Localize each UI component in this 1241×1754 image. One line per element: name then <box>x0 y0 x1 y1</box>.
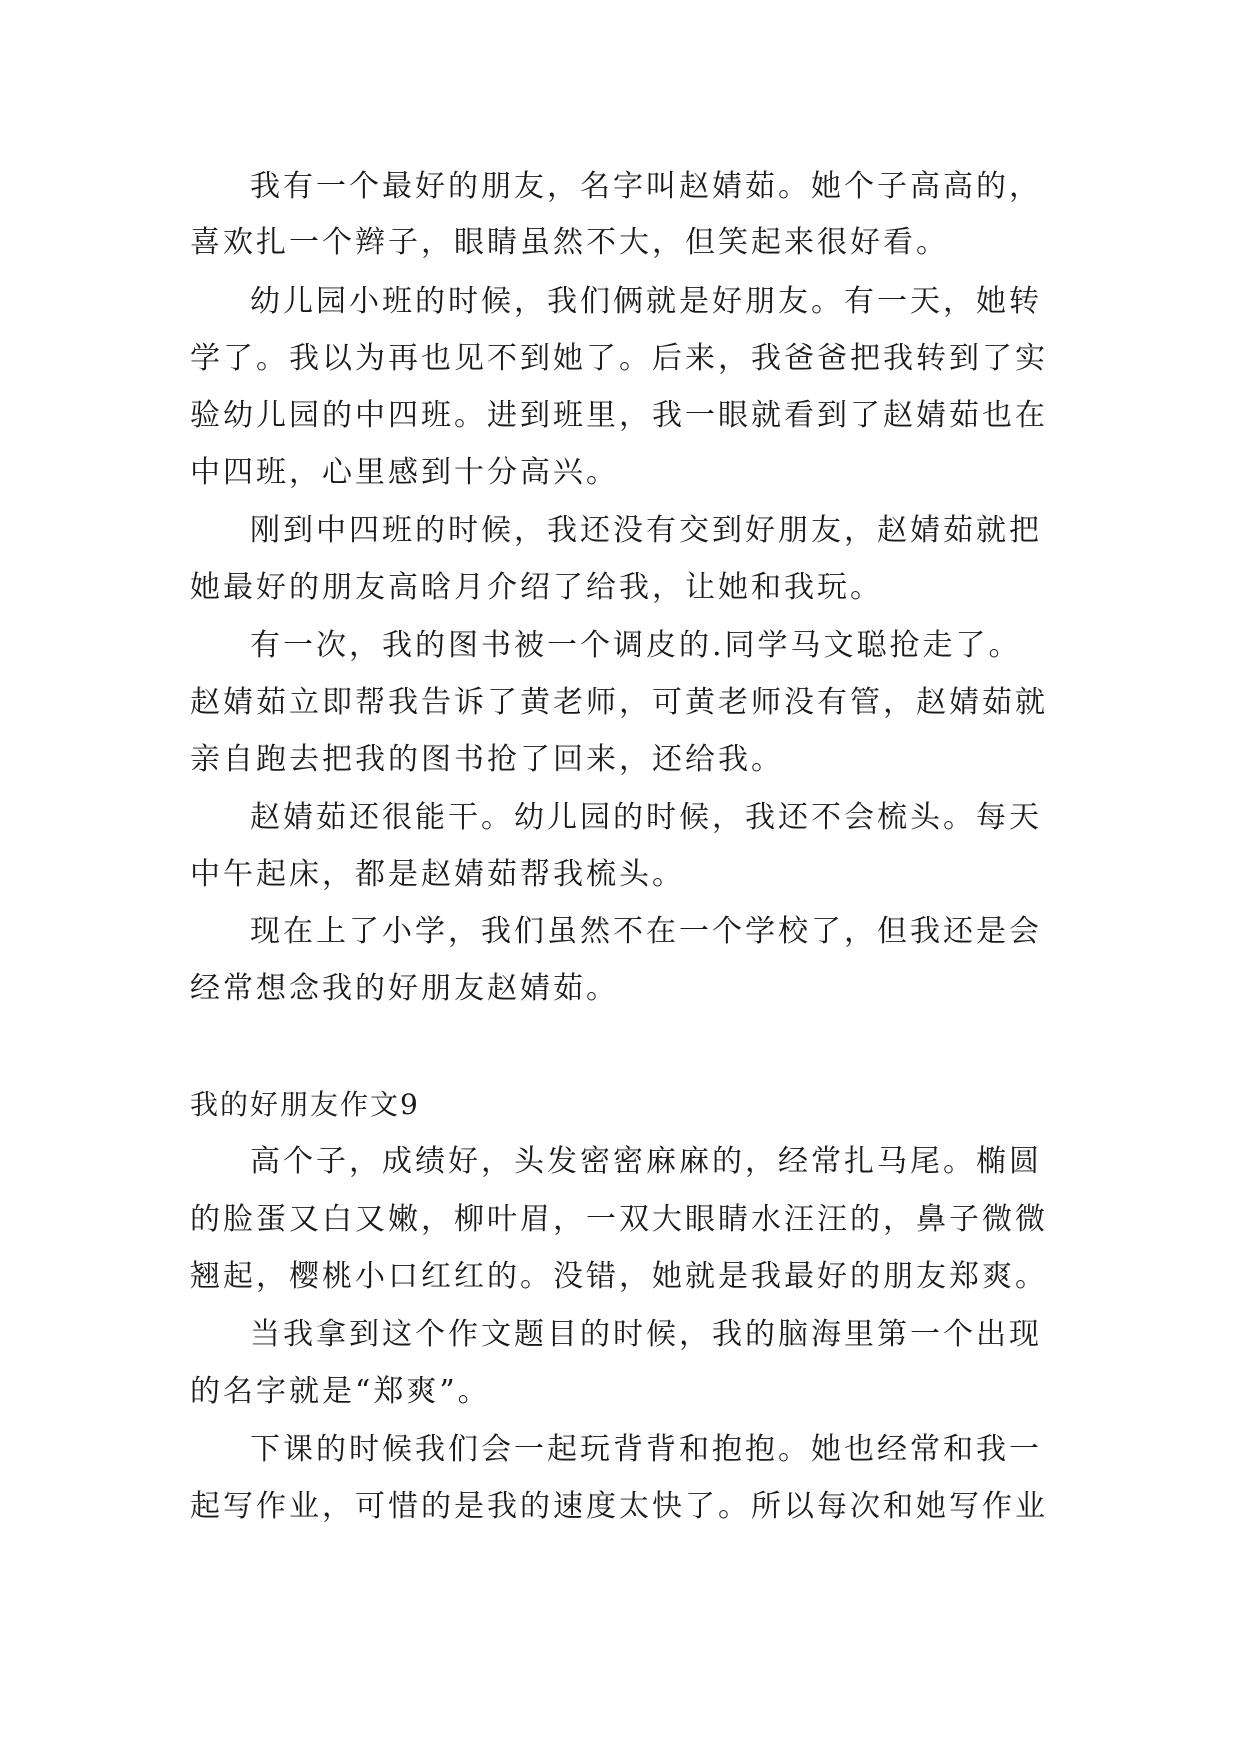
paragraph-line: 喜欢扎一个辫子，眼睛虽然不大，但笑起来很好看。 <box>190 225 949 260</box>
paragraph-line: 翘起，樱桃小口红红的。没错，她就是我最好的朋友郑爽。 <box>190 1259 1048 1294</box>
paragraph-line: 刚到中四班的时候，我还没有交到好朋友，赵婧茹就把 <box>250 513 1042 548</box>
paragraph-line: 高个子，成绩好，头发密密麻麻的，经常扎马尾。椭圆 <box>250 1144 1042 1179</box>
paragraph-line: 她最好的朋友高晗月介绍了给我，让她和我玩。 <box>190 570 883 605</box>
paragraph-line: 中午起床，都是赵婧茹帮我梳头。 <box>190 857 685 892</box>
paragraph-line: 亲自跑去把我的图书抢了回来，还给我。 <box>190 742 784 777</box>
paragraph-line: 起写作业，可惜的是我的速度太快了。所以每次和她写作业 <box>190 1489 1048 1524</box>
paragraph-line: 验幼儿园的中四班。进到班里，我一眼就看到了赵婧茹也在 <box>190 398 1048 433</box>
paragraph-line: 学了。我以为再也见不到她了。后来，我爸爸把我转到了实 <box>190 341 1048 376</box>
paragraph-line: 下课的时候我们会一起玩背背和抱抱。她也经常和我一 <box>250 1432 1042 1467</box>
paragraph-line: 的脸蛋又白又嫩，柳叶眉，一双大眼睛水汪汪的，鼻子微微 <box>190 1202 1048 1237</box>
paragraph-line: 当我拿到这个作文题目的时候，我的脑海里第一个出现 <box>250 1317 1042 1352</box>
section-heading: 我的好朋友作文9 <box>190 1088 420 1121</box>
paragraph-line: 赵婧茹立即帮我告诉了黄老师，可黄老师没有管，赵婧茹就 <box>190 685 1048 720</box>
paragraph-line: 赵婧茹还很能干。幼儿园的时候，我还不会梳头。每天 <box>250 800 1042 835</box>
paragraph-line: 我有一个最好的朋友，名字叫赵婧茹。她个子高高的， <box>250 169 1042 204</box>
paragraph-line: 有一次，我的图书被一个调皮的.同学马文聪抢走了。 <box>250 628 1022 663</box>
paragraph-line: 现在上了小学，我们虽然不在一个学校了，但我还是会 <box>250 914 1042 949</box>
paragraph-line: 中四班，心里感到十分高兴。 <box>190 455 619 490</box>
paragraph-line: 幼儿园小班的时候，我们俩就是好朋友。有一天，她转 <box>250 284 1042 319</box>
paragraph-line: 经常想念我的好朋友赵婧茹。 <box>190 971 619 1006</box>
paragraph-line: 的名字就是“郑爽”。 <box>190 1374 491 1409</box>
